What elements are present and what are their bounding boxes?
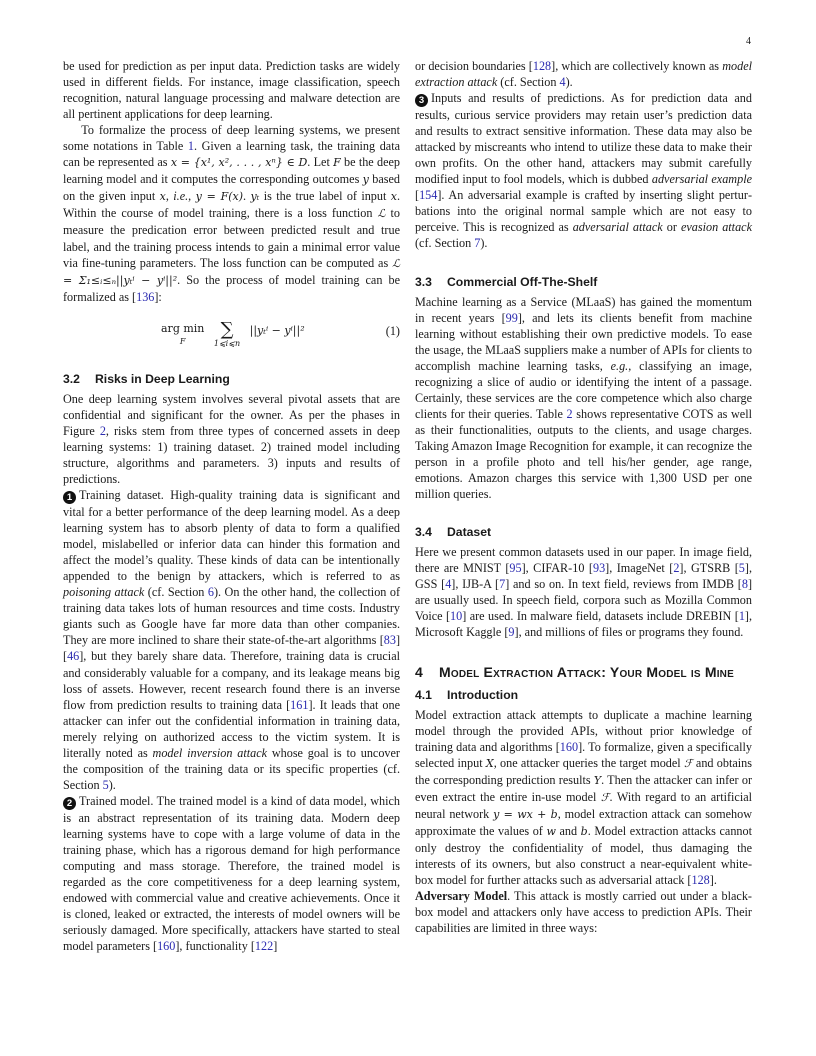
dataset-paragraph	[415, 544, 752, 640]
text: To formalize the process of deep learning systems, we present some notations in Table	[63, 123, 400, 154]
text: One deep learning system involves several pivotal assets that are confidential and significant for the owner. As per the phases in Figure	[63, 391, 400, 438]
citation-link[interactable]: 160	[157, 939, 176, 954]
intro-paragraph: be used for prediction as per input data. Prediction tasks are widely used in different fields. For instance, image classification, speech recognition, natural language processing and malware detection are all pertinent applications for deep learning.	[63, 59, 400, 122]
chapter-number: 4	[415, 663, 423, 680]
circled-number-2-icon: 2	[63, 797, 76, 810]
text: , model extraction attack can somehow approximate the values of	[415, 806, 752, 838]
citation-link[interactable]: 122	[254, 939, 274, 954]
section-heading-3-3	[415, 274, 752, 290]
text: ,	[188, 189, 196, 204]
argmin-operator	[161, 321, 204, 346]
citation-link[interactable]: 5	[738, 561, 745, 576]
text: ], but they barely share data. Therefore, training data is crucial and considerably valuable for a company, and its leakage means big loss of assets. However, recent research found there is an inverse flow from prediction results to training data [	[63, 649, 400, 712]
sum-subscript: 1⩽i⩽n	[213, 338, 241, 348]
circled-number-1-icon: 1	[63, 491, 76, 504]
text: [	[415, 188, 420, 203]
cots-paragraph	[415, 294, 752, 503]
text: ], CIFAR-10 [	[521, 561, 593, 576]
text: ], IJB-A [	[451, 577, 500, 592]
adversary-model-paragraph	[415, 888, 752, 936]
item-inputs-results	[415, 90, 752, 251]
text: ]. To formalize, given a specifically selected input	[415, 739, 753, 770]
italic-term: evasion attack	[680, 220, 752, 235]
text: and	[555, 823, 581, 838]
text: Training dataset. High-quality training data is significant and vital for a better performance of the deep learning model. As a deep learning system has to absorb plenty of data to form a qualified model, mislabelled or inferior data can hinder this formation and affect the model’s quality. These kinds of data can be intentionally appended to the benign by attackers, which is referred to as	[63, 488, 400, 584]
math-Y: Y	[593, 773, 602, 787]
chapter-title: Model Extraction Attack: Your Model is Mine	[439, 663, 734, 680]
circled-number-3-icon: 3	[415, 94, 428, 107]
text: (cf. Section	[497, 75, 560, 90]
citation-link[interactable]: 161	[290, 697, 309, 712]
text: ].	[709, 873, 717, 888]
ie-italic: i.e.	[173, 189, 189, 204]
citation-link[interactable]: 8	[741, 577, 748, 592]
math-y-equals-Fx: y = F(x)	[195, 190, 244, 204]
section-heading-3-4	[415, 524, 752, 540]
text: whose goal is to uncover the composition of the training data or its specific properties (cf. Section	[63, 745, 400, 792]
math-b: b	[580, 824, 588, 838]
text: ).	[565, 75, 573, 90]
section-heading-4-1	[415, 687, 752, 703]
citation-link[interactable]: 2	[673, 561, 680, 576]
math-w: w	[546, 824, 556, 838]
text: ).	[108, 777, 116, 792]
argmin-subscript: F	[179, 336, 186, 346]
text: Here we present common datasets used in our paper. In image field, there are MNIST [	[415, 545, 752, 576]
text: (cf. Section	[415, 236, 475, 251]
text: , classifying an image, recognizing a slice of audio or identifying the intent of a passage. Certainly, these services are the core competence which also charge clients for their queries. Table	[415, 358, 752, 421]
text: be the deep learning model and it computes the corresponding outcomes	[63, 155, 400, 187]
text: Model extraction attack attempts to duplicate a machine learning model through the provided APIs, without prior knowledge of training data and algorithms [	[415, 707, 752, 754]
text: ). On the other hand, the collection of training data takes lots of human resources and time costs. Industry giants such as Google have far more data than other companies. They are more inclined to share their state-of-the-art algorithms [	[63, 585, 401, 648]
text: ], and millions of files or programs they found.	[514, 625, 744, 640]
section-number: 4.1	[415, 687, 432, 702]
citation-link[interactable]: 95	[509, 561, 522, 576]
text: ], GSS [	[415, 561, 752, 592]
text: Inputs and results of predictions. As for prediction data and results, curious service providers may retain user’s prediction data and results to extract sensitive information. These data may also be attacked by miscreants who intend to utilize these data to make their own profits. On the other hand, attackers may submit carefully modified input to fool models, which is dubbed	[415, 91, 752, 187]
text: and obtains the corresponding prediction results	[415, 755, 752, 787]
text: . Let	[307, 155, 334, 170]
text: ] are used. In malware field, datasets include DREBIN [	[462, 609, 739, 624]
sigma-symbol: ∑	[220, 318, 234, 340]
citation-link[interactable]: 128	[532, 59, 552, 73]
risks-paragraph	[63, 391, 400, 487]
citation-link[interactable]: 136	[136, 289, 155, 304]
text: is the true label of input	[259, 189, 391, 204]
section-title: Risks in Deep Learning	[95, 371, 230, 386]
table-ref-link[interactable]: 2	[566, 406, 573, 421]
math-X: X	[485, 756, 494, 770]
right-column	[415, 58, 752, 936]
math-F-script: ℱ	[600, 790, 610, 804]
text: ] are usually used. In speech field, corpora such as Mozilla Common Voice [	[415, 577, 752, 624]
section-ref-link[interactable]: 7	[474, 236, 481, 251]
italic-term: model inversion attack	[152, 745, 268, 760]
text: ], and lets its clients benefit from machine learning without establishing their own predictive models. To ease the usage, the MLaaS suppliers make a number of APIs for clients to accomplish machine learning tasks,	[415, 310, 752, 373]
math-loss-formula: ℒ = Σ₁≤ᵢ≤ₙ||yₜⁱ − yⁱ||²	[63, 256, 400, 287]
summation-operator	[213, 318, 241, 348]
text: .	[243, 189, 251, 204]
text: Machine learning as a Service (MLaaS) has gained the momentum in recent years [	[415, 294, 752, 325]
citation-link[interactable]: 83	[383, 633, 396, 648]
citation-link[interactable]: 46	[67, 649, 80, 664]
math-x-set: x = {x¹, x², . . . , xⁿ} ∈ D	[170, 156, 308, 170]
text: . Given a learning task, the training data can be represented as	[63, 139, 400, 170]
citation-link[interactable]: 7	[499, 577, 506, 592]
text: ] and so on. In text field, reviews from IMDB [	[505, 577, 742, 592]
chapter-heading-4	[415, 663, 752, 681]
equation-number: (1)	[385, 323, 400, 338]
section-ref-link[interactable]: 5	[102, 777, 109, 792]
table-ref-link[interactable]: 1	[187, 139, 194, 154]
text: ]. It leads that one attacker can infer out the confidential information in training data, merely relying on authorized access to the victim system. It is literally noted as	[63, 697, 400, 760]
text: . With regard to an artificial neural network	[415, 789, 753, 821]
text: based on the given input	[63, 172, 400, 204]
item-trained-model-continued	[415, 58, 752, 90]
math-x: x	[390, 190, 397, 204]
section-title: Commercial Off-The-Shelf	[447, 274, 598, 289]
citation-link[interactable]: 128	[691, 873, 710, 888]
citation-link[interactable]: 9	[508, 625, 515, 640]
text: ]. An adversarial example is crafted by inserting slight perturbations into the original normal sample which are not easy to perceive. This is recognized as	[415, 188, 752, 235]
section-ref-link[interactable]: 6	[207, 585, 214, 600]
math-F: F	[333, 156, 341, 170]
citation-link[interactable]: 1	[738, 609, 745, 624]
text: ] [	[63, 633, 400, 664]
section-title: Introduction	[447, 687, 519, 702]
equation-body	[161, 318, 305, 348]
text: . Then the attacker can infer or even extract the entire in-use model	[415, 772, 752, 804]
text: ], which are collectively known as	[551, 59, 723, 73]
section-number: 3.4	[415, 525, 432, 540]
text: or	[662, 220, 681, 235]
formalize-paragraph	[63, 122, 400, 305]
eg-italic: e.g.	[610, 358, 629, 373]
text: . Within the course of model training, there is a loss function	[63, 189, 400, 221]
equation-norm: ||yₜⁱ − yⁱ||²	[249, 323, 305, 337]
argmin-text: arg min	[161, 321, 205, 335]
italic-term: model extraction attack	[415, 59, 752, 90]
section-number: 3.3	[415, 274, 432, 289]
bold-term: Adversary Model	[415, 889, 508, 904]
text: , one attacker queries the target model	[493, 755, 684, 770]
math-y: y	[362, 173, 369, 187]
text: ], Microsoft Kaggle [	[415, 609, 753, 640]
italic-term: poisoning attack	[63, 585, 145, 600]
text: to measure the predication error between predicted result and true label, and the training process intends to gain a minimal error value via fine-tuning parameters. The loss function can be computed as	[63, 206, 401, 270]
item-training-dataset	[63, 487, 400, 793]
section-ref-link[interactable]: 4	[559, 75, 566, 90]
text: ], GTSRB [	[679, 561, 739, 576]
italic-term: adversarial example	[651, 172, 752, 187]
math-yt: yₜ	[250, 190, 260, 204]
text: or decision boundaries [	[415, 59, 533, 73]
math-F-script: ℱ	[683, 756, 693, 770]
citation-link[interactable]: 99	[505, 310, 518, 325]
equation-1	[63, 315, 400, 363]
introduction-paragraph	[415, 707, 752, 889]
text: ,	[165, 189, 174, 204]
page-number: 4	[746, 36, 751, 47]
text: . Model extraction attacks cannot only destroy the confidentiality of model, thus damaging the interests of its owners, but also construct a near-equivalent white-box model for further attacks such as adversarial attack [	[415, 823, 752, 888]
text: , risks stem from three types of concerned assets in deep learning systems: 1) training dataset. 2) trained model including structure, algorithms and parameters. 3) inputs and results of predictions.	[63, 423, 400, 486]
text: ]:	[154, 289, 162, 304]
math-loss-L: ℒ	[377, 207, 386, 221]
text: ], functionality [	[175, 939, 255, 954]
section-number: 3.2	[63, 371, 80, 386]
math-x: x	[159, 190, 166, 204]
citation-link[interactable]: 4	[445, 577, 452, 592]
italic-term: adversarial attack	[572, 220, 663, 235]
text: Trained model. The trained model is a kind of data model, which is an abstract representation of its training data. Modern deep learning systems have to cope with a large volume of data in the training phase, which has a rigorous demand for high performance computing and mass storage. Therefore, the trained model is regarded as the core competitiveness for a deep learning system, endowed with commercial value and creative achievements. Once it is cloned, leaked or extracted, the interests of model owners will be seriously damaged. More specifically, attackers have started to steal model parameters [	[63, 793, 400, 954]
citation-link[interactable]: 154	[419, 188, 438, 203]
section-title: Dataset	[447, 525, 492, 540]
item-trained-model	[63, 793, 400, 954]
section-heading-3-2	[63, 371, 400, 387]
citation-link[interactable]: 93	[592, 561, 606, 576]
citation-link[interactable]: 10	[450, 609, 463, 624]
text: (cf. Section	[144, 585, 208, 600]
left-column	[63, 58, 400, 954]
text: shows representative COTS as well as their functionalities, outputs to the clients, and usage charges. Taking Amazon Image Recognition for example, it can recognize the person in a profile photo and tell his/her gender, age range, emotions. Amazon charges this service with 1,300 USD per one million queries.	[415, 406, 752, 502]
citation-link[interactable]: 160	[559, 739, 579, 754]
text: ).	[480, 236, 488, 251]
text: . So the process of model training can be formalized as [	[63, 272, 401, 304]
text: ]	[273, 939, 278, 954]
text: . This attack is mostly carried out under a black-box model and attackers only have access to prediction APIs. Their capabilities are limited in three ways:	[415, 889, 752, 936]
text: ], ImageNet [	[605, 561, 674, 576]
math-linear-model: y = wx + b	[493, 807, 558, 821]
figure-ref-link[interactable]: 2	[99, 423, 106, 438]
